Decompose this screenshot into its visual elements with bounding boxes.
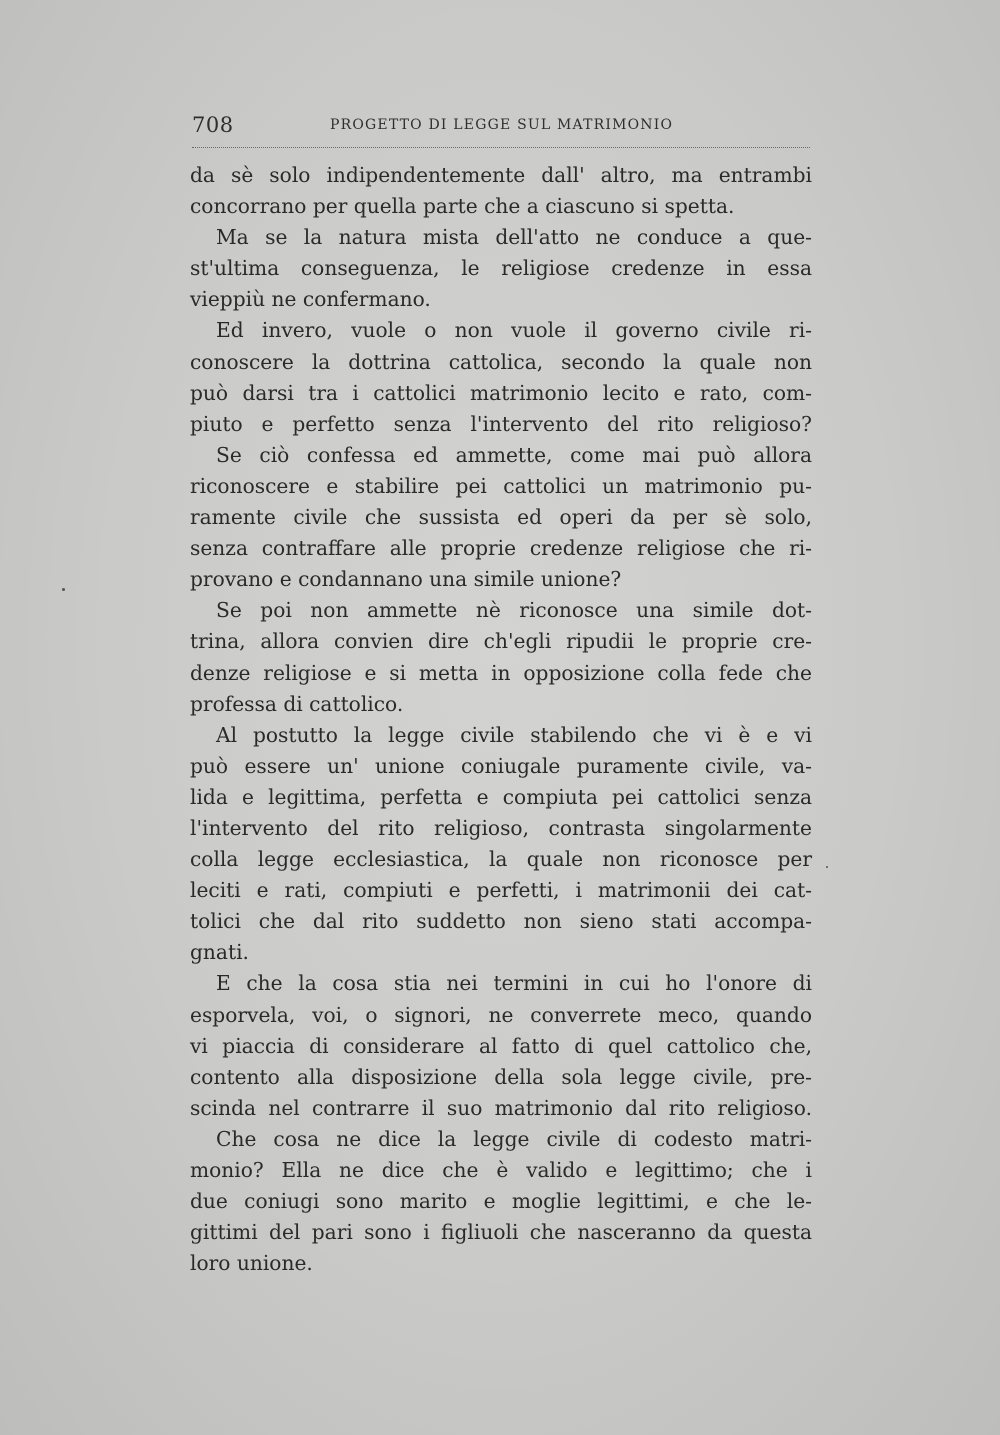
text-line: leciti e rati, compiuti e perfetti, i matrimonii dei cat- (190, 878, 812, 903)
running-title: PROGETTO DI LEGGE SUL MATRIMONIO (330, 117, 674, 133)
body-text (190, 160, 812, 1279)
text-line: Se ciò confessa ed ammette, come mai può allora (216, 442, 812, 467)
text-line: colla legge ecclesiastica, la quale non riconosce per (190, 847, 812, 872)
header-rule (192, 147, 810, 148)
text-line: vieppiù ne confermano. (190, 287, 431, 312)
page-number: 708 (192, 113, 234, 137)
text-line: ramente civile che sussista ed operi da per sè solo, (190, 505, 812, 530)
text-line: conoscere la dottrina cattolica, secondo la quale non (190, 349, 812, 374)
text-line: Al postutto la legge civile stabilendo che vi è e vi (216, 722, 812, 747)
text-line: due coniugi sono marito e moglie legittimi, e che le- (190, 1189, 812, 1214)
text-line: Che cosa ne dice la legge civile di codesto matri- (216, 1126, 812, 1151)
text-line: può essere un' unione coniugale puramente civile, va- (190, 753, 812, 778)
text-line: piuto e perfetto senza l'intervento del rito religioso? (190, 411, 812, 436)
text-line: l'intervento del rito religioso, contrasta singolarmente (190, 815, 812, 840)
text-line: E che la cosa stia nei termini in cui ho l'onore di (216, 971, 812, 996)
text-line: senza contraffare alle proprie credenze religiose che ri- (190, 536, 812, 561)
text-line: concorrano per quella parte che a ciascuno si spetta. (190, 194, 735, 219)
text-line: provano e condannano una simile unione? (190, 567, 622, 592)
text-line: Se poi non ammette nè riconosce una simile dot- (216, 598, 812, 623)
text-line: contento alla disposizione della sola legge civile, pre- (190, 1064, 812, 1089)
text-line: st'ultima conseguenza, le religiose credenze in essa (190, 256, 812, 281)
text-line: scinda nel contrarre il suo matrimonio dal rito religioso. (190, 1095, 812, 1120)
text-line: monio? Ella ne dice che è valido e legittimo; che i (190, 1158, 812, 1182)
text-line: professa di cattolico. (190, 691, 404, 716)
text-line: esporvela, voi, o signori, ne converrete meco, quando (190, 1002, 812, 1027)
text-line: lida e legittima, perfetta e compiuta pei cattolici senza (190, 784, 812, 809)
text-line: Ed invero, vuole o non vuole il governo civile ri- (216, 318, 812, 343)
text-line: vi piaccia di considerare al fatto di quel cattolico che, (190, 1033, 812, 1058)
text-line: riconoscere e stabilire pei cattolici un matrimonio pu- (190, 473, 812, 498)
paper-speck (826, 866, 828, 868)
text-line: denze religiose e si metta in opposizione colla fede che (190, 660, 812, 685)
text-line: gnati. (190, 940, 249, 965)
text-line: Ma se la natura mista dell'atto ne conduce a que- (216, 225, 812, 250)
text-line: loro unione. (190, 1251, 313, 1276)
text-line: da sè solo indipendentemente dall' altro, ma entrambi (190, 163, 812, 187)
paper-speck (62, 588, 65, 591)
text-line: trina, allora convien dire ch'egli ripudii le proprie cre- (190, 629, 812, 654)
text-line: gittimi del pari sono i figliuoli che nasceranno da questa (190, 1220, 812, 1245)
text-line: può darsi tra i cattolici matrimonio lecito e rato, com- (190, 380, 812, 405)
text-line: tolici che dal rito suddetto non sieno stati accompa- (190, 909, 812, 934)
page-header (192, 113, 810, 143)
